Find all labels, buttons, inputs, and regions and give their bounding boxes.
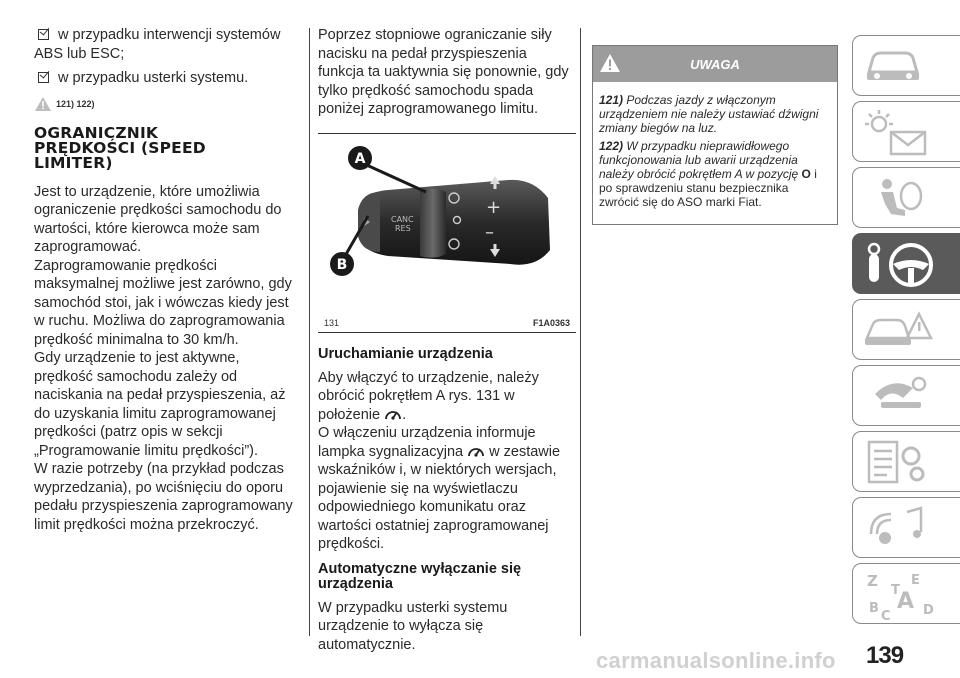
car-icon (863, 42, 923, 88)
checkbox-bullet-icon (38, 29, 49, 40)
paragraph-reactivation: Poprzez stopniowe ograniczanie siły nacisku na pedał przyspieszenia funkcja ta uaktywnia się ponownie, gdy tylko prędkość samochodu spada poniżej zaprogramowanego limitu. (318, 27, 569, 117)
svg-text:D: D (923, 603, 934, 618)
stalk-illustration (318, 140, 576, 312)
accident-icon (863, 306, 933, 356)
warning-item-121: 121) Podczas jazdy z włączonym urządzeniem nie należy ustawiać dźwigni zmiany biegów na luz. (599, 93, 819, 135)
svg-text:C: C (881, 609, 891, 622)
figure-bottom-rule (318, 332, 576, 333)
watermark: carmanualsonline.info (596, 648, 836, 673)
steering-wheel-key-icon (863, 240, 943, 290)
warning-reference (34, 96, 296, 112)
tab-safety[interactable] (852, 167, 960, 228)
plus-label: + (486, 196, 502, 218)
warning-lights-icon (863, 108, 933, 158)
warning-triangle-icon (34, 96, 52, 112)
column-right (592, 45, 838, 225)
checkbox-bullet-icon (38, 72, 49, 83)
tab-maintenance[interactable] (852, 365, 960, 426)
column-middle (318, 26, 576, 654)
multimedia-icon (863, 504, 933, 554)
airbag-icon (863, 174, 933, 224)
warning-body (593, 82, 837, 224)
minus-label: – (485, 221, 494, 243)
subheading-auto-off: Automatyczne wyłączanie się urządzenia (318, 560, 522, 592)
warning-box (592, 45, 838, 225)
warning-triangle-icon (599, 53, 621, 73)
column-divider-1 (309, 28, 310, 636)
tab-technical-data[interactable] (852, 431, 960, 492)
res-label: RES (395, 223, 411, 233)
speed-limiter-icon (467, 444, 485, 459)
svg-text:E: E (911, 573, 920, 588)
paragraph-auto-off: W przypadku usterki systemu urządzenie to wyłącza się automatycznie. (318, 599, 508, 653)
canc-label: CANC (391, 214, 414, 224)
figure-number: 131 (324, 317, 340, 328)
svg-text:A: A (897, 589, 915, 614)
bullet-system-fault: w przypadku usterki systemu. (34, 69, 296, 88)
paragraph-override: W razie potrzeby (na przykład podczas wyprzedzania), po wciśnięciu do oporu pedału przyspieszenia zaprogramowany limit prędkości można przekroczyć. (34, 461, 293, 533)
warning-title: UWAGA (690, 57, 740, 72)
tab-emergency[interactable] (852, 299, 960, 360)
figure-stalk (318, 140, 576, 328)
warning-header (593, 46, 837, 82)
section-title: OGRANICZNIK PRĘDKOŚCI (SPEED LIMITER) (34, 123, 206, 172)
paragraph-intro: Jest to urządzenie, które umożliwia ograniczenie prędkości samochodu do wartości, które kierowca może sam zaprogramować. (34, 183, 282, 255)
tab-index[interactable] (852, 563, 960, 624)
callout-a: A (354, 150, 366, 167)
paragraph-activation: Aby włączyć to urządzenie, należy obrócić pokrętłem A rys. 131 w położenie . (318, 369, 539, 423)
index-icon (863, 570, 943, 622)
paragraph-indicator: O włączeniu urządzenia informuje lampka sygnalizacyjna w zestawie wskaźników i, w niektórych wersjach, pojawienie się na wyświetlaczu odpowiedniego komunikatu oraz wartości ostatniej zaprogramowanej prędkości. (318, 425, 561, 552)
technical-data-icon (863, 438, 933, 488)
svg-text:Z: Z (867, 572, 878, 590)
reference-numbers: 121) 122) (56, 98, 95, 109)
column-divider-2 (580, 28, 581, 636)
tab-multimedia[interactable] (852, 497, 960, 558)
speed-limiter-icon (384, 407, 402, 422)
warning-item-122: 122) W przypadku nieprawidłowego funkcjonowania lub awarii urządzenia należy obrócić pokrętłem A w pozycję O i po sprawdzeniu stanu bezpiecznika zwrócić się do ASO marki Fiat. (599, 139, 817, 209)
svg-text:T: T (891, 583, 900, 598)
paragraph-active: Gdy urządzenie to jest aktywne, prędkość samochodu zależy od naciskania na pedał przyspieszenia, aż do uzyskania limitu zaprogramowanej prędkości (patrz opis w sekcji „Programowanie limitu prędkości”). (34, 350, 286, 459)
tab-warning-lights[interactable] (852, 101, 960, 162)
svg-text:B: B (869, 601, 879, 616)
subheading-activation: Uruchamianie urządzenia (318, 345, 493, 362)
page-number: 139 (866, 642, 904, 669)
figure-code: F1A0363 (532, 317, 570, 328)
callout-b: B (336, 256, 348, 273)
tab-starting-driving[interactable] (852, 233, 960, 294)
column-left (34, 26, 296, 534)
tab-vehicle[interactable] (852, 35, 960, 96)
bullet-abs-esc: w przypadku interwencji systemów ABS lub ESC; (34, 27, 281, 62)
figure-top-rule (318, 133, 576, 134)
maintenance-icon (863, 372, 933, 422)
paragraph-programming: Zaprogramowanie prędkości maksymalnej możliwe jest zarówno, gdy samochód stoi, jak i wówczas kiedy jest w ruchu. Możliwa do zaprogramowania prędkość minimalna to 30 km/h. (34, 257, 292, 348)
